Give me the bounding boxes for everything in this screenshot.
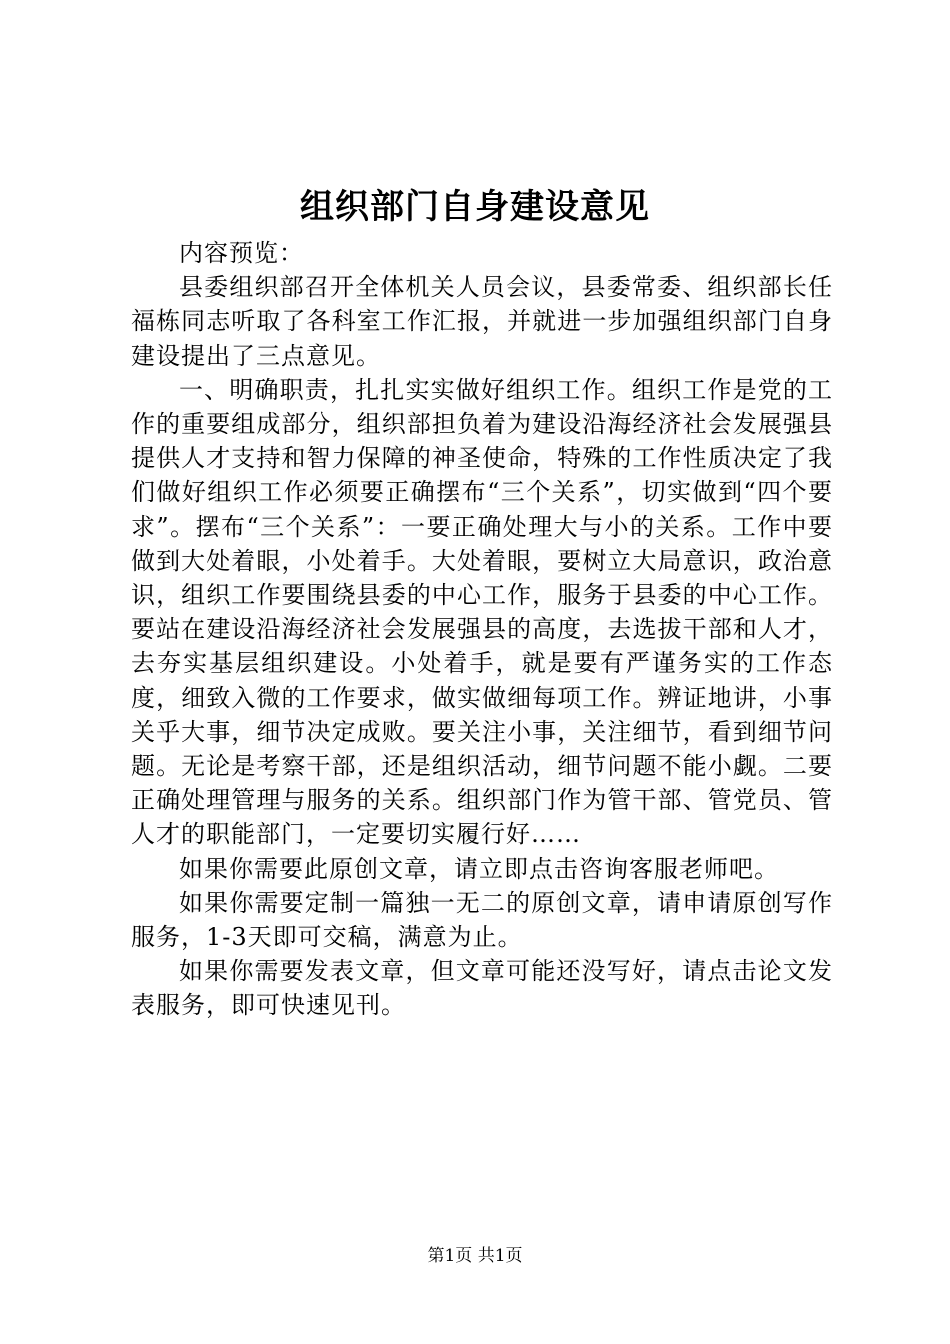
publish-service-paragraph: 如果你需要发表文章，但文章可能还没写好，请点击论文发表服务，即可快速见刊。 [131, 957, 833, 1020]
custom-writing-paragraph: 如果你需要定制一篇独一无二的原创文章，请申请原创写作服务，1-3天即可交稿，满意为止。 [131, 888, 833, 952]
consult-paragraph: 如果你需要此原创文章，请立即点击咨询客服老师吧。 [179, 854, 779, 883]
document-title: 组织部门自身建设意见 [300, 187, 650, 227]
page-number-footer: 第1页 共1页 [427, 1246, 523, 1266]
intro-paragraph: 县委组织部召开全体机关人员会议，县委常委、组织部长任福栋同志听取了各科室工作汇报，并就进一步加强组织部门自身建设提出了三点意见。 [131, 273, 833, 370]
preview-label: 内容预览： [179, 239, 304, 267]
document-body [131, 236, 833, 1023]
main-paragraph: 一、明确职责，扎扎实实做好组织工作。组织工作是党的工作的重要组成部分，组织部担负着为建设沿海经济社会发展强县提供人才支持和智力保障的神圣使命，特殊的工作性质决定了我们做好组织工作必须要正确摆布“三个关系”，切实做到“四个要求”。摆布“三个关系”：一要正确处理大与小的关系。工作中要做到大处着眼，小处着手。大处着眼，要树立大局意识，政治意识，组织工作要围绕县委的中心工作，服务于县委的中心工作。要站在建设沿海经济社会发展强县的高度，去选拔干部和人才，去夯实基层组织建设。小处着手，就是要有严谨务实的工作态度，细致入微的工作要求，做实做细每项工作。辨证地讲，小事关乎大事，细节决定成败。要关注小事，关注细节，看到细节问题。无论是考察干部，还是组织活动，细节问题不能小觑。二要正确处理管理与服务的关系。组织部门作为管干部、管党员、管人才的职能部门，一定要切实履行好…… [131, 375, 833, 849]
